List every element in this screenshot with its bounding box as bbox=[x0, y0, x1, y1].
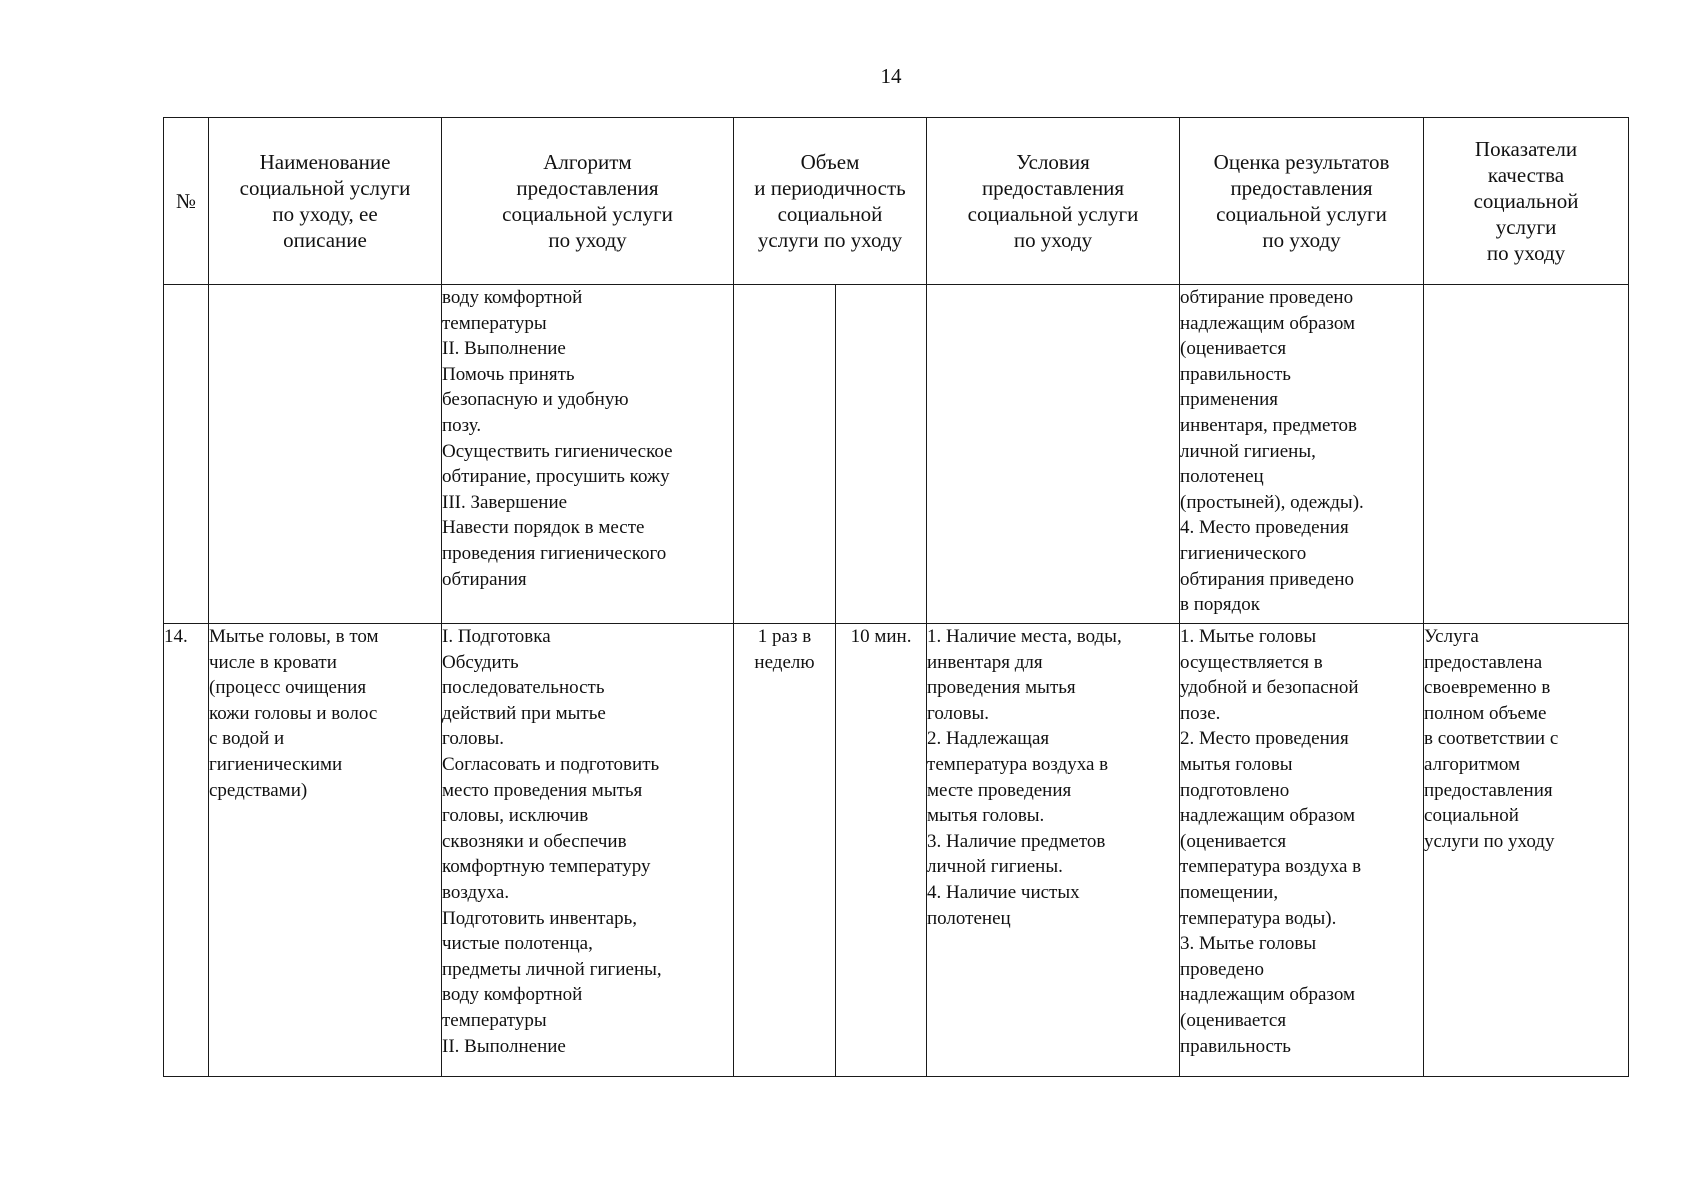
header-algorithm: Алгоритм предоставления социальной услуги по уходу bbox=[442, 118, 734, 285]
header-conditions: Условия предоставления социальной услуги по уходу bbox=[927, 118, 1180, 285]
header-service-name: Наименование социальной услуги по уходу, ее описание bbox=[209, 118, 442, 285]
header-number: № bbox=[164, 118, 209, 285]
page-number: 14 bbox=[880, 64, 902, 88]
table-header-row bbox=[164, 118, 1629, 285]
row-number: 14. bbox=[164, 624, 209, 1077]
row-evaluation: обтирание проведено надлежащим образом (оценивается правильность применения инвентаря, предметов личной гигиены, полотенец (простыней), одежды). 4. Место проведения гигиенического обтирания приведено в порядок bbox=[1180, 285, 1424, 624]
row-quality bbox=[1424, 285, 1629, 624]
row-conditions bbox=[927, 285, 1180, 624]
row-number bbox=[164, 285, 209, 624]
services-table bbox=[163, 117, 1629, 1077]
row-evaluation: 1. Мытье головы осуществляется в удобной и безопасной позе. 2. Место проведения мытья головы подготовлено надлежащим образом (оценивается температура воздуха в помещении, температура воды). 3. Мытье головы проведено надлежащим образом (оценивается правильность bbox=[1180, 624, 1424, 1077]
row-conditions: 1. Наличие места, воды, инвентаря для проведения мытья головы. 2. Надлежащая температура воздуха в месте проведения мытья головы. 3. Наличие предметов личной гигиены. 4. Наличие чистых полотенец bbox=[927, 624, 1180, 1077]
header-volume-frequency: Объем и периодичность социальной услуги по уходу bbox=[734, 118, 927, 285]
row-service-name: Мытье головы, в том числе в кровати (процесс очищения кожи головы и волос с водой и гигиеническими средствами) bbox=[209, 624, 442, 1077]
row-duration: 10 мин. bbox=[836, 624, 927, 1077]
row-frequency bbox=[734, 285, 836, 624]
row-quality: Услуга предоставлена своевременно в полном объеме в соответствии с алгоритмом предоставления социальной услуги по уходу bbox=[1424, 624, 1629, 1077]
row-algorithm: воду комфортной температуры II. Выполнение Помочь принять безопасную и удобную позу. Осуществить гигиеническое обтирание, просушить кожу III. Завершение Навести порядок в месте проведения гигиенического обтирания bbox=[442, 285, 734, 624]
row-service-name bbox=[209, 285, 442, 624]
header-quality: Показатели качества социальной услуги по уходу bbox=[1424, 118, 1629, 285]
table-row bbox=[164, 285, 1629, 624]
header-evaluation: Оценка результатов предоставления социальной услуги по уходу bbox=[1180, 118, 1424, 285]
row-duration bbox=[836, 285, 927, 624]
row-algorithm: I. Подготовка Обсудить последовательность действий при мытье головы. Согласовать и подготовить место проведения мытья головы, исключив сквозняки и обеспечив комфортную температуру воздуха. Подготовить инвентарь, чистые полотенца, предметы личной гигиены, воду комфортной температуры II. Выполнение bbox=[442, 624, 734, 1077]
table-row bbox=[164, 624, 1629, 1077]
row-frequency: 1 раз в неделю bbox=[734, 624, 836, 1077]
